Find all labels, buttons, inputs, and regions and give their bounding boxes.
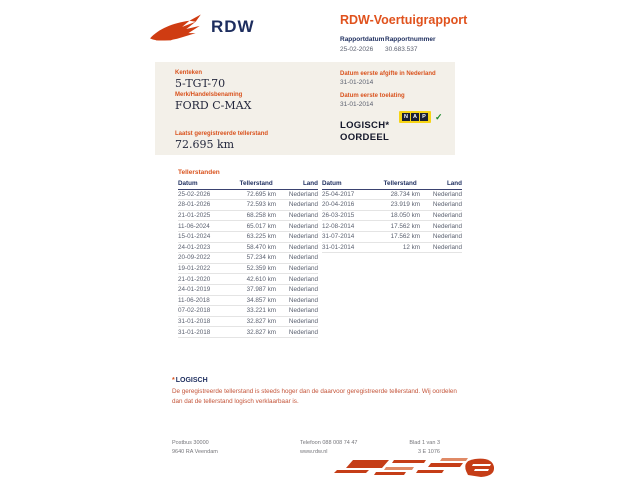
footnote-body: De geregistreerde tellerstand is steeds hoger dan de daarvoor geregistreerde tellerstand. Wij oordelen dan dat de tellerstand logisch verklaarbaar is. xyxy=(172,388,457,405)
cell-datum: 20-09-2022 xyxy=(178,254,211,262)
nap-check-icon: ✓ xyxy=(435,112,443,122)
toelating-value: 31-01-2014 xyxy=(340,101,374,108)
cell-land: Nederland xyxy=(288,254,318,262)
footnote-title xyxy=(172,377,464,384)
afgifte-value: 31-01-2014 xyxy=(340,79,374,86)
report-date-label: Rapportdatum xyxy=(340,36,385,43)
rdw-eagle-logo-icon xyxy=(148,12,206,46)
table-header-row xyxy=(178,179,318,190)
cell-datum: 21-01-2025 xyxy=(178,212,211,220)
cell-tellerstand: 17.562 km xyxy=(390,233,420,241)
cell-land: Nederland xyxy=(432,243,462,251)
cell-land: Nederland xyxy=(288,201,318,209)
cell-land: Nederland xyxy=(432,201,462,209)
cell-tellerstand: 12 km xyxy=(402,243,420,251)
col-header-land: Land xyxy=(302,180,318,188)
cell-datum: 31-01-2018 xyxy=(178,328,211,336)
cell-land: Nederland xyxy=(288,243,318,251)
cell-datum: 24-01-2023 xyxy=(178,243,211,251)
col-header-datum: Datum xyxy=(178,180,198,188)
cell-datum: 12-08-2014 xyxy=(322,222,355,230)
report-number-value: 30.683.537 xyxy=(385,46,418,53)
cell-datum: 11-06-2024 xyxy=(178,222,210,230)
table-row xyxy=(178,296,318,307)
table-row xyxy=(322,200,462,211)
cell-land: Nederland xyxy=(288,190,318,198)
cell-land: Nederland xyxy=(288,233,318,241)
cell-datum: 11-06-2018 xyxy=(178,296,210,304)
table-row xyxy=(322,243,462,254)
footer-address xyxy=(172,439,218,457)
table-row xyxy=(178,200,318,211)
table-row xyxy=(178,190,318,201)
oordeel-line1: LOGISCH* xyxy=(340,120,390,131)
cell-tellerstand: 65.017 km xyxy=(246,222,276,230)
kenteken-value: 5-TGT-70 xyxy=(175,77,226,90)
cell-datum: 31-07-2014 xyxy=(322,233,355,241)
cell-datum: 25-04-2017 xyxy=(322,190,355,198)
cell-tellerstand: 58.470 km xyxy=(246,243,276,251)
cell-datum: 19-01-2022 xyxy=(178,265,211,273)
cell-tellerstand: 34.857 km xyxy=(246,296,276,304)
cell-datum: 26-03-2015 xyxy=(322,212,355,220)
logisch-footnote xyxy=(172,377,464,407)
tellerstanden-table-left xyxy=(178,179,318,338)
laatste-tellerstand-value: 72.695 km xyxy=(175,138,235,151)
cell-datum: 24-01-2019 xyxy=(178,286,211,294)
cell-tellerstand: 32.827 km xyxy=(246,318,276,326)
cell-tellerstand: 68.258 km xyxy=(246,212,276,220)
cell-tellerstand: 37.987 km xyxy=(246,286,276,294)
cell-land: Nederland xyxy=(288,286,318,294)
cell-tellerstand: 17.562 km xyxy=(390,222,420,230)
rdw-stripes-graphic-icon xyxy=(330,452,515,479)
afgifte-label: Datum eerste afgifte in Nederland xyxy=(340,71,436,77)
report-number-label: Rapportnummer xyxy=(385,36,436,43)
cell-datum: 31-01-2018 xyxy=(178,318,211,326)
merk-label: Merk/Handelsbenaming xyxy=(175,92,243,98)
report-number-block xyxy=(385,36,436,53)
table-row xyxy=(322,211,462,222)
cell-tellerstand: 72.593 km xyxy=(246,201,276,209)
cell-datum: 25-02-2026 xyxy=(178,190,211,198)
cell-datum: 07-02-2018 xyxy=(178,307,211,315)
cell-datum: 20-04-2016 xyxy=(322,201,355,209)
table-row xyxy=(178,221,318,232)
cell-land: Nederland xyxy=(288,222,318,230)
table-row xyxy=(178,327,318,338)
nap-oordeel xyxy=(340,120,389,144)
cell-land: Nederland xyxy=(432,212,462,220)
table-row xyxy=(322,190,462,201)
cell-land: Nederland xyxy=(288,212,318,220)
cell-land: Nederland xyxy=(288,307,318,315)
cell-tellerstand: 52.359 km xyxy=(246,265,276,273)
report-title: RDW-Voertuigrapport xyxy=(340,13,468,27)
table-row xyxy=(178,306,318,317)
toelating-label: Datum eerste toelating xyxy=(340,93,405,99)
cell-tellerstand: 72.695 km xyxy=(246,190,276,198)
tellerstanden-section-title: Tellerstanden xyxy=(178,169,220,176)
report-date-block xyxy=(340,36,384,53)
cell-land: Nederland xyxy=(288,296,318,304)
table-row xyxy=(178,243,318,254)
col-header-tellerstand: Tellerstand xyxy=(239,180,273,188)
footnote-title-text: LOGISCH xyxy=(175,377,208,384)
footer-form-code: 3 E 1076 xyxy=(417,449,440,455)
table-header-row xyxy=(322,179,462,190)
table-row xyxy=(178,317,318,328)
vehicle-summary-box xyxy=(155,62,455,155)
cell-datum: 31-01-2014 xyxy=(322,243,355,251)
table-row xyxy=(178,264,318,275)
cell-land: Nederland xyxy=(288,275,318,283)
oordeel-line2: OORDEEL xyxy=(340,132,390,143)
footer-phone: Telefoon 088 008 74 47 xyxy=(300,440,358,446)
cell-land: Nederland xyxy=(288,328,318,336)
cell-tellerstand: 63.225 km xyxy=(246,233,276,241)
table-body-left xyxy=(178,190,318,338)
footnote-asterisk: * xyxy=(172,377,175,384)
cell-datum: 15-01-2024 xyxy=(178,233,211,241)
footer-address-line2: 9640 RA Veendam xyxy=(172,449,218,455)
cell-land: Nederland xyxy=(288,265,318,273)
laatste-tellerstand-label: Laatst geregistreerde tellerstand xyxy=(175,131,269,137)
col-header-datum: Datum xyxy=(322,180,342,188)
nap-letter: N xyxy=(402,113,410,121)
nap-letter: A xyxy=(411,113,419,121)
footer-page-number: Blad 1 van 3 xyxy=(409,440,440,446)
kenteken-label: Kenteken xyxy=(175,70,203,76)
cell-land: Nederland xyxy=(432,233,462,241)
footer-address-line1: Postbus 30000 xyxy=(172,440,209,446)
cell-tellerstand: 23.919 km xyxy=(390,201,420,209)
nap-letter: P xyxy=(420,113,428,121)
footer-website: www.rdw.nl xyxy=(300,449,328,455)
cell-land: Nederland xyxy=(288,318,318,326)
table-row xyxy=(178,211,318,222)
table-row xyxy=(178,285,318,296)
col-header-tellerstand: Tellerstand xyxy=(383,180,417,188)
cell-tellerstand: 32.827 km xyxy=(246,328,276,336)
table-row xyxy=(178,274,318,285)
nap-logo-icon xyxy=(399,111,431,123)
rdw-wordmark: RDW xyxy=(211,17,255,36)
cell-tellerstand: 42.610 km xyxy=(246,275,276,283)
table-body-right xyxy=(322,190,462,254)
table-row xyxy=(322,232,462,243)
tellerstanden-table-right xyxy=(322,179,462,253)
cell-tellerstand: 28.734 km xyxy=(390,190,420,198)
col-header-land: Land xyxy=(446,180,462,188)
table-row xyxy=(178,232,318,243)
table-row xyxy=(322,221,462,232)
cell-datum: 21-01-2020 xyxy=(178,275,211,283)
merk-value: FORD C-MAX xyxy=(175,99,252,112)
cell-tellerstand: 18.050 km xyxy=(390,212,420,220)
report-date-value: 25-02-2026 xyxy=(340,46,374,53)
cell-datum: 28-01-2026 xyxy=(178,201,211,209)
table-row xyxy=(178,253,318,264)
cell-tellerstand: 33.221 km xyxy=(246,307,276,315)
cell-land: Nederland xyxy=(432,222,462,230)
cell-tellerstand: 57.234 km xyxy=(246,254,276,262)
cell-land: Nederland xyxy=(432,190,462,198)
